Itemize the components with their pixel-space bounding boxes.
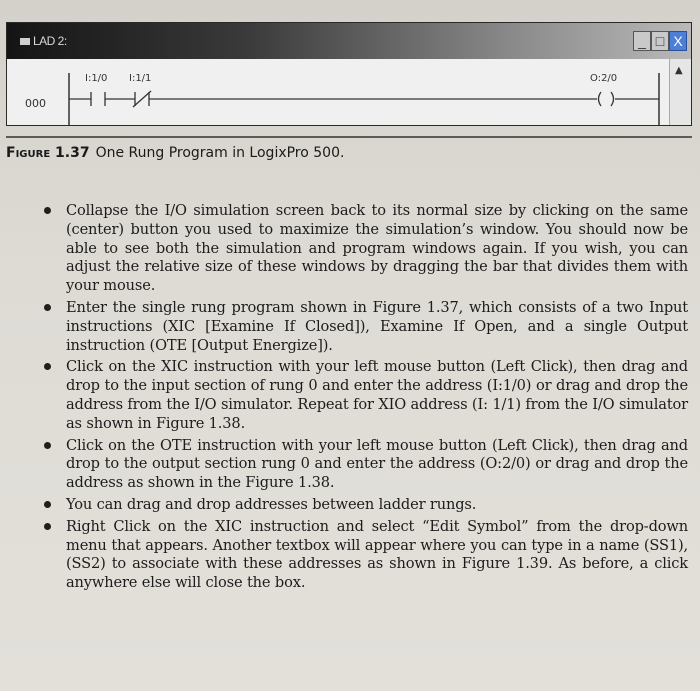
xio-address: I:1/1: [129, 73, 152, 84]
close-button[interactable]: X: [669, 31, 687, 51]
scroll-up-icon[interactable]: ▲: [675, 65, 683, 76]
ladder-area: [7, 59, 691, 125]
ote-coil-icon[interactable]: [599, 92, 614, 106]
window-icon: [20, 38, 30, 45]
xic-contact-icon[interactable]: [91, 92, 105, 106]
bullet-icon: [44, 501, 51, 508]
list-item: Click on the OTE instruction with your left mouse button (Left Click), then drag and drop to the output section rung 0 and enter the address (O:2/0) or drag and drop the address as shown in the Figure 1.38.: [40, 437, 688, 493]
list-item: Enter the single rung program shown in Figure 1.37, which consists of a two Input instructions (XIC [Examine If Closed]), Examine If Open, and a single Output instruction (OTE [Output Energize]).: [40, 299, 688, 355]
bullet-icon: [44, 442, 51, 449]
bullet-icon: [44, 304, 51, 311]
ote-address: O:2/0: [590, 73, 618, 84]
vertical-scrollbar[interactable]: [669, 59, 691, 125]
figure-divider: [6, 136, 692, 138]
window-title: LAD 2:: [33, 34, 67, 48]
xio-contact-icon[interactable]: [133, 91, 151, 107]
list-item: Collapse the I/O simulation screen back to its normal size by clicking on the same (center) button you used to maximize the simulation’s window. You should now be able to see both the simulation and program windows again. If you wish, you can adjust the relative size of these windows by dragging the bar that divides them with your mouse.: [40, 202, 688, 296]
bullet-icon: [44, 207, 51, 214]
list-item: You can drag and drop addresses between ladder rungs.: [40, 496, 688, 515]
ladder-diagram: [7, 59, 671, 125]
figure-caption: [6, 145, 344, 161]
minimize-button[interactable]: _: [633, 31, 651, 51]
xic-address: I:1/0: [85, 73, 108, 84]
rung-number: 000: [25, 97, 46, 110]
lad-titlebar[interactable]: [7, 23, 691, 59]
list-item: Right Click on the XIC instruction and select “Edit Symbol” from the drop-down menu that appears. Another textbox will appear where you can type in a name (SS1), (SS2) to associate with these addresses as shown in Figure 1.39. As before, a click anywhere else will close the box.: [40, 518, 688, 593]
figure-caption-text: One Rung Program in LogixPro 500.: [95, 145, 345, 161]
bullet-icon: [44, 523, 51, 530]
figure-label: Figure 1.37: [6, 145, 90, 161]
list-item: Click on the XIC instruction with your left mouse button (Left Click), then drag and drop to the input section of rung 0 and enter the address (I:1/0) or drag and drop the address from the I/O simulator. Repeat for XIO address (I: 1/1) from the I/O simulator as shown in Figure 1.38.: [40, 358, 688, 433]
bullet-icon: [44, 363, 51, 370]
lad-window: [6, 22, 692, 126]
instruction-list: [40, 202, 688, 596]
maximize-button[interactable]: □: [651, 31, 669, 51]
